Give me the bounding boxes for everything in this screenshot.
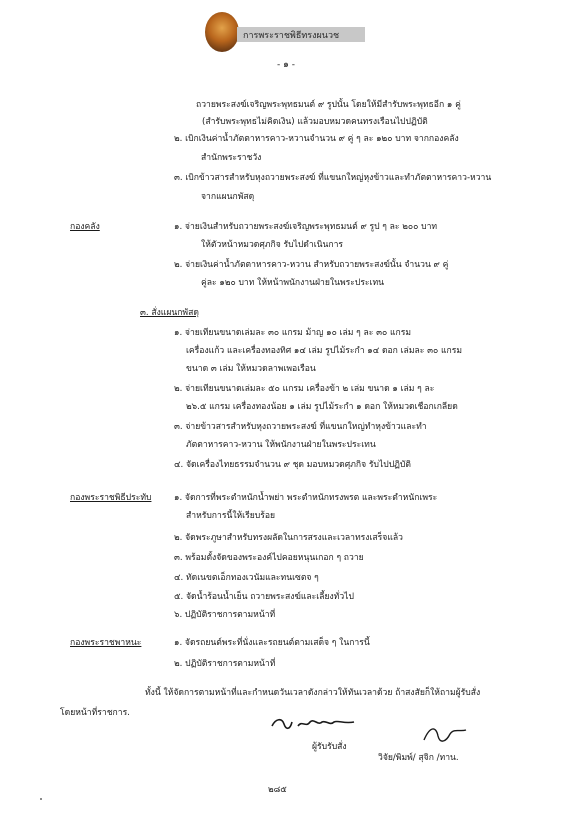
letterhead (205, 12, 365, 52)
section-heading: กองคลัง (70, 222, 100, 232)
scan-speck (40, 798, 42, 800)
body-line: ๓. พร้อมตั้งจัดของพระองค์ไปคอยหนุนเกอก ๆ ถวาย (174, 553, 364, 563)
body-line: ๒. จัดพระภูษาสำหรับทรงผลัดในการสรงและเวลาทรงเสร็จแล้ว (174, 533, 403, 543)
body-line: ๔. จัดเครื่องไทยธรรมจำนวน ๙ ชุด มอบหมวดศุภกิจ รับไปปฏิบัติ (174, 460, 411, 470)
body-line: ๕. จัดน้ำร้อนน้ำเย็น ถวายพระสงฆ์และเลี้ยงทั่วไป (174, 592, 354, 602)
body-line: ๓. เบิกข้าวสารสำหรับหุงถวายพระสงฆ์ ที่แขนกใหญ่หุงข้าวและทำภัตตาหารคาว-หวาน (174, 173, 492, 183)
subsection-heading: ๓. สั่งแผนกพัสดุ (140, 308, 199, 318)
title-band (237, 27, 365, 42)
body-line: เครื่องแก้ว และเครื่องทองทิศ ๑๔ เล่ม รูปไม้ระกำ ๑๔ ดอก เล่มละ ๓๐ แกรม (186, 346, 462, 356)
handwritten-signature (268, 712, 358, 736)
body-line: ๑. จ่ายเงินสำหรับถวายพระสงฆ์เจริญพระพุทธมนต์ ๙ รูป ๆ ละ ๒๐๐ บาท (174, 222, 438, 232)
body-line: สำนักพระราชวัง (201, 153, 262, 163)
page-marker: - ๑ - (277, 60, 295, 70)
body-line: ๒. จ่ายเทียนขนาดเล่มละ ๕๐ แกรม เครื่องข้า ๒ เล่ม ขนาด ๑ เล่ม ๆ ละ (174, 384, 435, 394)
body-line: ถวายพระสงฆ์เจริญพระพุทธมนต์ ๙ รูปนั้น โดยให้มีสำรับพระพุทธอีก ๑ คู่ (196, 100, 461, 110)
body-line: ๓. จ่ายข้าวสารสำหรับหุงถวายพระสงฆ์ ที่แขนกใหญ่ทำหุงข้าวและทำ (174, 422, 427, 432)
closing-paragraph: ทั้งนี้ ให้จัดการตามหน้าที่และกำหนดวันเวลาดังกล่าวให้ทันเวลาด้วย ถ้าสงสัยก็ให้ถามผู้รับสั่ง (145, 688, 481, 698)
emblem-portrait-icon (205, 12, 239, 52)
handwritten-initials (420, 722, 470, 748)
body-line: ๒. ปฏิบัติราชการตามหน้าที่ (174, 659, 276, 669)
body-line: ขนาด ๓ เล่ม ให้หมวดลาพเพอเรือน (186, 364, 316, 374)
body-line: ให้ตัวหน้าหมวดศุภกิจ รับไปดำเนินการ (201, 240, 344, 250)
body-line: สำหรับการนี้ให้เรียบร้อย (186, 511, 276, 521)
body-line: ๑. จัดรถยนต์พระที่นั่งและรถยนต์ตามเสด็จ ๆ ในการนี้ (174, 638, 370, 648)
section-heading: กองพระราชพิธีประทับ (70, 493, 152, 503)
body-line: ๒. จ่ายเงินค่าน้ำภัตตาหารคาว-หวาน สำหรับถวายพระสงฆ์นั้น จำนวน ๙ คู่ (174, 260, 449, 270)
closing-paragraph: โดยหน้าที่ราชการ. (60, 708, 130, 718)
body-line: ๔. ทัดเนขตเอ็กทองเวนัมและทนเซตจ ๆ (174, 573, 319, 583)
page-number: ๒๘๕ (268, 785, 287, 795)
body-line: คู่ละ ๑๒๐ บาท ให้หน้าพนักงานฝ่ายในพระประเทน (201, 278, 385, 288)
signer-label: ผู้รับรับสั่ง (312, 742, 347, 752)
body-line: ๒. เบิกเงินค่าน้ำภัตตาหารคาว-หวานจำนวน ๙ คู่ ๆ ละ ๑๒๐ บาท จากกองคลัง (174, 134, 459, 144)
body-line: ๒๖.๕ แกรม เครื่องทองน้อย ๑ เล่ม รูปไม้ระกำ ๑ ดอก ให้หมวดเชือกเกลียด (186, 402, 458, 412)
body-line: ๑. จัดการที่พระตำหนักน้ำพย่า พระตำหนักทรงพรต และพระตำหนักเพระ (174, 493, 438, 503)
body-line: (สำรับพระพุทธไม่คิดเงิน) แล้วมอบหมวดคนทรงเรือนไปปฏิบัติ (202, 117, 428, 127)
section-heading: กองพระราชพาหนะ (70, 638, 142, 648)
body-line: ๑. จ่ายเทียนขนาดเล่มละ ๓๐ แกรม ม้าญ ๑๐ เล่ม ๆ ละ ๓๐ แกรม (174, 328, 411, 338)
body-line: จากแผนกพัสดุ (201, 192, 255, 202)
header-title: การพระราชพิธีทรงผนวช (243, 31, 340, 41)
body-line: ๖. ปฏิบัติราชการตามหน้าที่ (174, 610, 276, 620)
reference-line: วิจัย/พิมพ์/ สุจิก /ทาน. (378, 753, 459, 763)
body-line: ภัตตาหารคาว-หวาน ให้พนักงานฝ่ายในพระประเทน (186, 440, 376, 450)
